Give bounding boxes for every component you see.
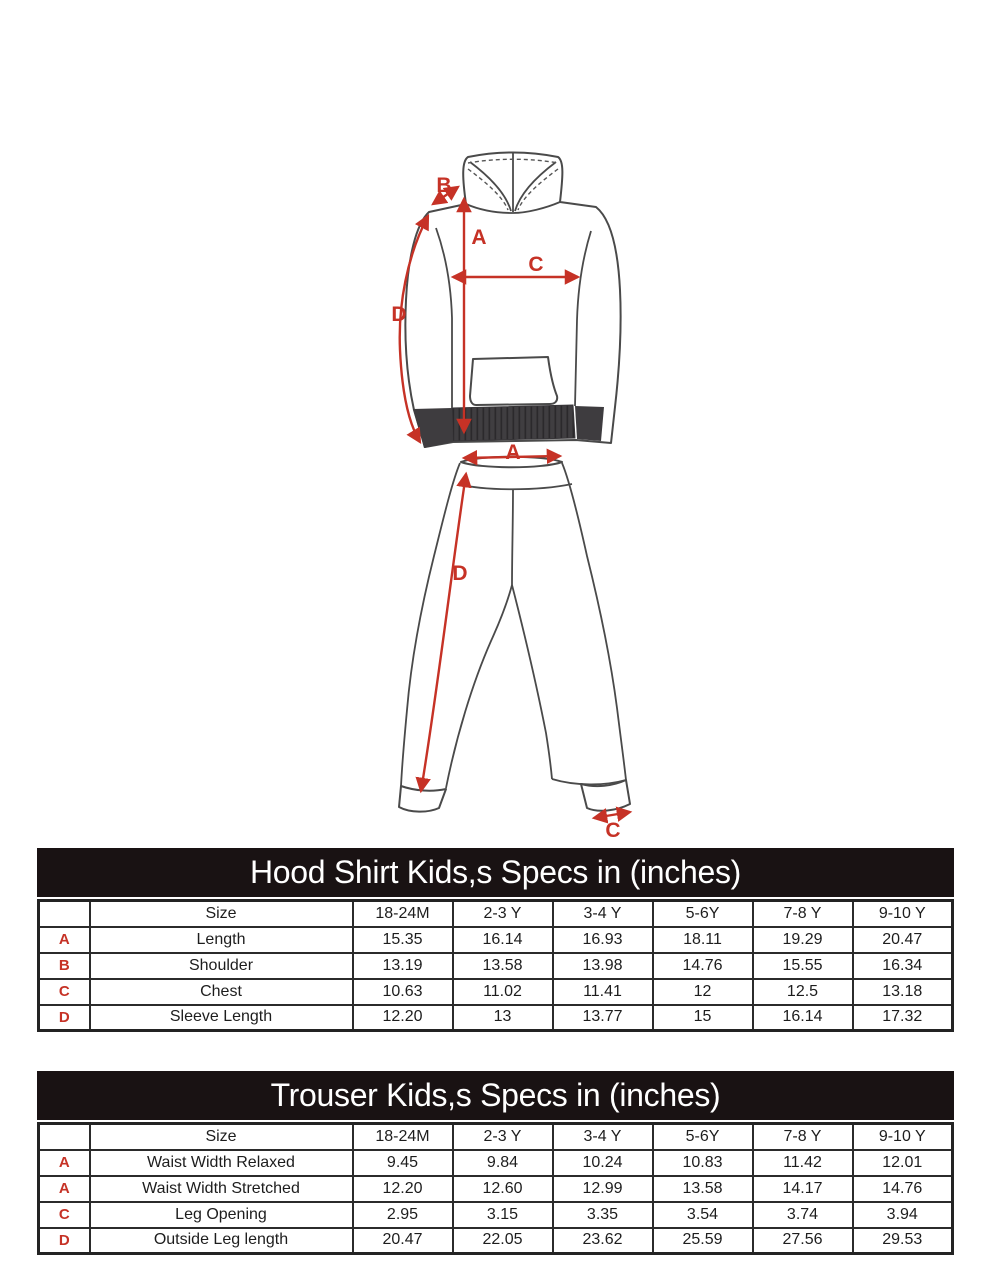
measure-value: 16.34 <box>853 953 953 979</box>
corner-cell <box>39 901 90 927</box>
measure-value: 10.24 <box>553 1150 653 1176</box>
measure-letter: C <box>39 979 90 1005</box>
measure-value: 22.05 <box>453 1228 553 1254</box>
trousers-label-d: D <box>452 562 468 585</box>
measure-value: 2.95 <box>353 1202 453 1228</box>
header-row <box>39 901 953 927</box>
measure-value: 12.20 <box>353 1176 453 1202</box>
measure-value: 12 <box>653 979 753 1005</box>
measure-letter: A <box>39 1150 90 1176</box>
measure-value: 13.58 <box>453 953 553 979</box>
size-column-header: 2-3 Y <box>453 901 553 927</box>
spec-row <box>39 1202 953 1228</box>
size-column-header: 3-4 Y <box>553 901 653 927</box>
size-column-header: 9-10 Y <box>853 901 953 927</box>
hoodie-label-c: C <box>528 253 544 276</box>
measure-value: 20.47 <box>853 927 953 953</box>
spec-row <box>39 1228 953 1254</box>
measure-value: 13.19 <box>353 953 453 979</box>
hoodie-label-d: D <box>391 303 407 326</box>
measure-value: 9.84 <box>453 1150 553 1176</box>
spec-row <box>39 979 953 1005</box>
trousers-right-outer-leg <box>562 463 626 780</box>
measure-value: 14.17 <box>753 1176 853 1202</box>
measure-value: 10.83 <box>653 1150 753 1176</box>
measure-label: Outside Leg length <box>90 1228 353 1254</box>
trousers-left-cuff <box>399 786 446 812</box>
hood-specs-table <box>37 899 954 1032</box>
trousers-drawing <box>399 457 630 812</box>
header-row <box>39 1124 953 1150</box>
measure-value: 20.47 <box>353 1228 453 1254</box>
measure-value: 12.60 <box>453 1176 553 1202</box>
size-column-header: 7-8 Y <box>753 1124 853 1150</box>
measure-value: 3.74 <box>753 1202 853 1228</box>
trousers-left-outer-leg <box>401 463 460 786</box>
measure-value: 18.11 <box>653 927 753 953</box>
measure-value: 3.15 <box>453 1202 553 1228</box>
measure-letter: B <box>39 953 90 979</box>
measure-label: Sleeve Length <box>90 1005 353 1031</box>
measure-value: 11.42 <box>753 1150 853 1176</box>
size-column-header: 5-6Y <box>653 1124 753 1150</box>
hoodie-right-cuff <box>575 406 604 441</box>
size-header: Size <box>90 1124 353 1150</box>
measure-value: 11.41 <box>553 979 653 1005</box>
spec-row <box>39 1176 953 1202</box>
measure-value: 27.56 <box>753 1228 853 1254</box>
hood-specs-title: Hood Shirt Kids,s Specs in (inches) <box>37 848 954 897</box>
size-column-header: 18-24M <box>353 1124 453 1150</box>
spec-row <box>39 1150 953 1176</box>
measure-value: 13.98 <box>553 953 653 979</box>
measure-value: 9.45 <box>353 1150 453 1176</box>
size-column-header: 7-8 Y <box>753 901 853 927</box>
measure-label: Leg Opening <box>90 1202 353 1228</box>
trouser-specs-title: Trouser Kids,s Specs in (inches) <box>37 1071 954 1120</box>
measure-value: 16.14 <box>753 1005 853 1031</box>
measure-label: Shoulder <box>90 953 353 979</box>
measure-value: 13.77 <box>553 1005 653 1031</box>
trousers-right-cuff <box>581 780 630 811</box>
hoodie-hem-ribbing <box>452 405 575 441</box>
measure-value: 19.29 <box>753 927 853 953</box>
measure-value: 10.63 <box>353 979 453 1005</box>
measure-value: 23.62 <box>553 1228 653 1254</box>
measure-letter: A <box>39 1176 90 1202</box>
measure-value: 15 <box>653 1005 753 1031</box>
measure-value: 14.76 <box>653 953 753 979</box>
measure-letter: D <box>39 1005 90 1031</box>
measure-value: 29.53 <box>853 1228 953 1254</box>
trousers-label-c: C <box>605 819 621 842</box>
trousers-right-inner-leg <box>512 585 552 779</box>
trousers-leg-opening-arrow-c <box>594 812 630 818</box>
hoodie-label-a: A <box>471 226 487 249</box>
measure-value: 14.76 <box>853 1176 953 1202</box>
measure-value: 13.18 <box>853 979 953 1005</box>
trouser-specs-section <box>37 1071 954 1255</box>
measure-label: Waist Width Relaxed <box>90 1150 353 1176</box>
trousers-label-a: A <box>505 441 521 464</box>
kangaroo-pocket <box>470 357 557 405</box>
spec-row <box>39 1005 953 1031</box>
measure-value: 13.58 <box>653 1176 753 1202</box>
size-column-header: 3-4 Y <box>553 1124 653 1150</box>
spec-row <box>39 927 953 953</box>
measure-value: 12.99 <box>553 1176 653 1202</box>
hoodie-label-b: B <box>436 174 452 197</box>
measure-value: 3.94 <box>853 1202 953 1228</box>
measure-label: Waist Width Stretched <box>90 1176 353 1202</box>
measure-value: 25.59 <box>653 1228 753 1254</box>
size-header: Size <box>90 901 353 927</box>
measure-label: Length <box>90 927 353 953</box>
size-column-header: 5-6Y <box>653 901 753 927</box>
trouser-specs-table <box>37 1122 954 1255</box>
hood-specs-section <box>37 848 954 1032</box>
measure-label: Chest <box>90 979 353 1005</box>
trousers-front-seam <box>512 489 513 585</box>
measure-value: 12.01 <box>853 1150 953 1176</box>
spec-row <box>39 953 953 979</box>
measure-value: 15.55 <box>753 953 853 979</box>
size-column-header: 2-3 Y <box>453 1124 553 1150</box>
measure-value: 11.02 <box>453 979 553 1005</box>
measure-value: 17.32 <box>853 1005 953 1031</box>
measure-value: 13 <box>453 1005 553 1031</box>
measure-value: 12.5 <box>753 979 853 1005</box>
measure-value: 16.14 <box>453 927 553 953</box>
measure-letter: D <box>39 1228 90 1254</box>
trousers-left-inner-leg <box>446 585 512 788</box>
measure-letter: A <box>39 927 90 953</box>
trousers-waistband-seam <box>458 484 572 489</box>
size-column-header: 18-24M <box>353 901 453 927</box>
corner-cell <box>39 1124 90 1150</box>
measure-letter: C <box>39 1202 90 1228</box>
measure-value: 15.35 <box>353 927 453 953</box>
size-column-header: 9-10 Y <box>853 1124 953 1150</box>
measure-value: 12.20 <box>353 1005 453 1031</box>
measure-value: 3.35 <box>553 1202 653 1228</box>
measure-value: 3.54 <box>653 1202 753 1228</box>
measure-value: 16.93 <box>553 927 653 953</box>
